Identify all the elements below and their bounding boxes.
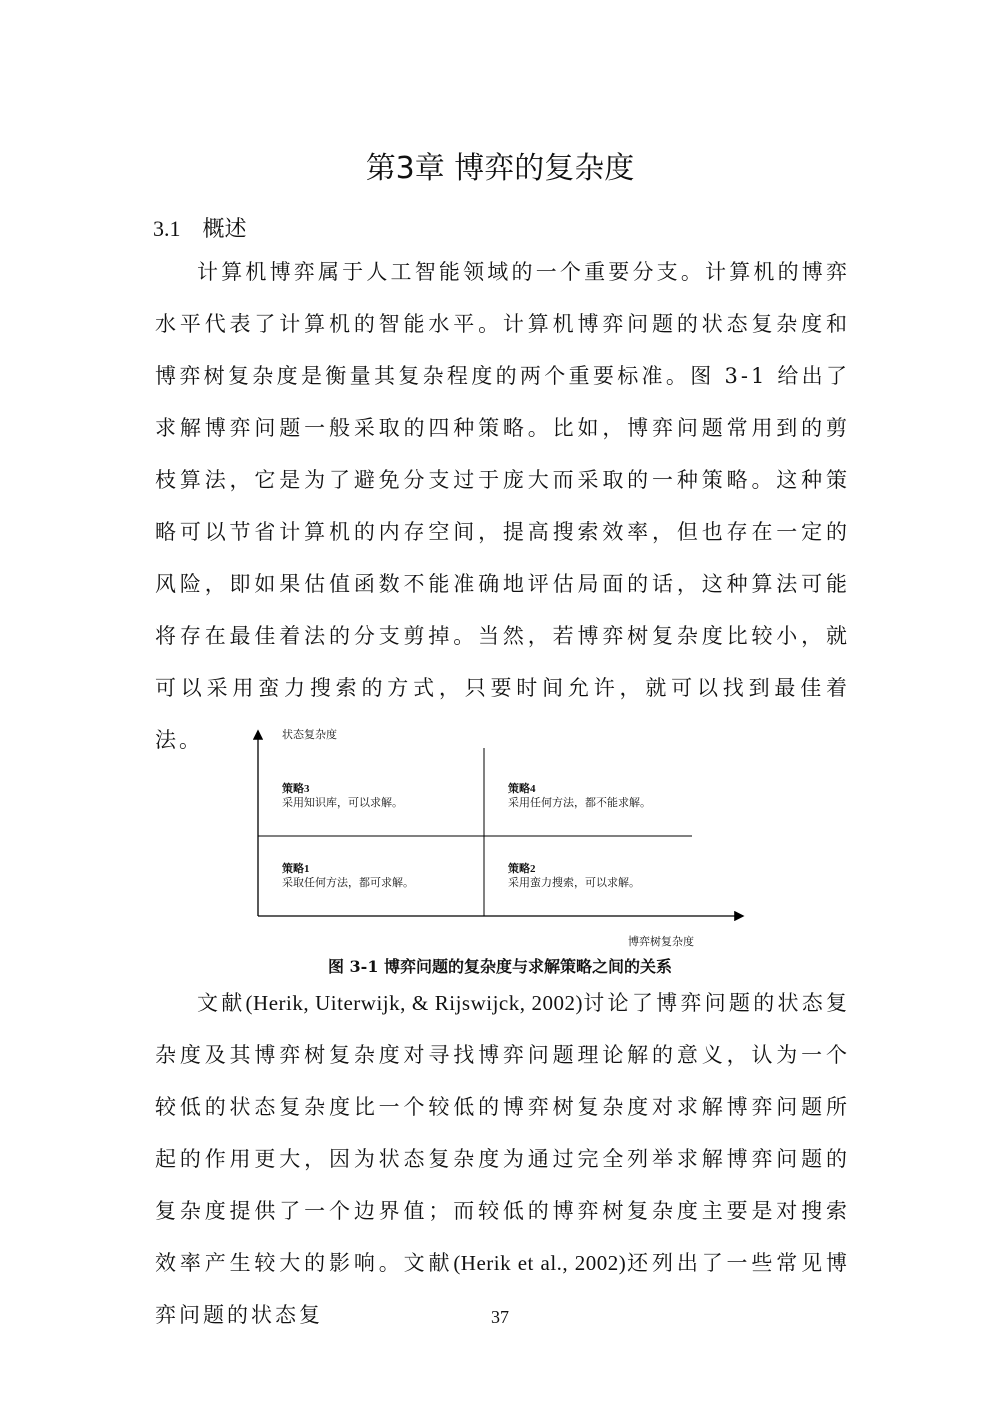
section-title: 概述 [202, 217, 247, 242]
quadrant-title: 策略1 [282, 863, 310, 875]
quadrant-strategy-3 [282, 782, 403, 810]
chapter-title: 第3章 博弈的复杂度 [365, 151, 635, 186]
page-number: 37 [491, 1307, 509, 1327]
quadrant-text: 采用任何方法，都不能求解。 [508, 797, 651, 809]
paragraph-literature [155, 977, 850, 1341]
quadrant-strategy-4 [508, 782, 651, 810]
section-heading [153, 212, 247, 243]
quadrant-strategy-2 [508, 862, 640, 890]
text-segment: 讨论了博弈问题的状态复杂度及其博弈树复杂度对寻找博弈问题理论解的意义，认为一个较低的状态复杂度比一个较低的博弈树复杂度对求解博弈问题所起的作用更大，因为状态复杂度为通过完全列举求解博弈问题的复杂度提供了一个边界值；而较低的博弈树复杂度主要是对搜索效率产生较大的影响。文献 [155, 991, 851, 1275]
x-axis-label: 博弈树复杂度 [628, 936, 694, 948]
quadrant-title: 策略2 [508, 863, 536, 875]
text-segment: 文献 [197, 991, 246, 1015]
figure-3-1 [240, 720, 760, 950]
paragraph-overview: 计算机博弈属于人工智能领域的一个重要分支。计算机的博弈水平代表了计算机的智能水平。计算机博弈问题的状态复杂度和博弈树复杂度是衡量其复杂程度的两个重要标准。图 3-1 给出了求解博弈问题一般采取的四种策略。比如，博弈问题常用到的剪枝算法，它是为了避免分支过于庞大而采取的一种策略。这种策略可以节省计算机的内存空间，提高搜索效率，但也存在一定的风险，即如果估值函数不能准确地评估局面的话，这种算法可能将存在最佳着法的分支剪掉。当然，若博弈树复杂度比较小，就可以采用蛮力搜索的方式，只要时间允许，就可以找到最佳着法。 [155, 260, 850, 752]
quadrant-title: 策略4 [508, 783, 536, 795]
citation: (Herik et al., 2002) [453, 1251, 627, 1275]
quadrant-text: 采用蛮力搜索，可以求解。 [508, 877, 640, 889]
y-axis-label: 状态复杂度 [282, 729, 337, 741]
quadrant-strategy-1 [282, 862, 414, 890]
quadrant-text: 采用知识库，可以求解。 [282, 797, 403, 809]
figure-caption: 图 3-1 博弈问题的复杂度与求解策略之间的关系 [327, 957, 673, 976]
quadrant-title: 策略3 [282, 783, 310, 795]
citation: (Herik, Uiterwijk, & Rijswijck, 2002) [245, 991, 584, 1015]
section-number: 3.1 [153, 216, 181, 241]
strategy-quadrant-diagram [240, 720, 760, 950]
text-segment: 还列出了一些常见博弈问题的状态复 [155, 1251, 850, 1327]
quadrant-text: 采取任何方法，都可求解。 [282, 877, 414, 889]
